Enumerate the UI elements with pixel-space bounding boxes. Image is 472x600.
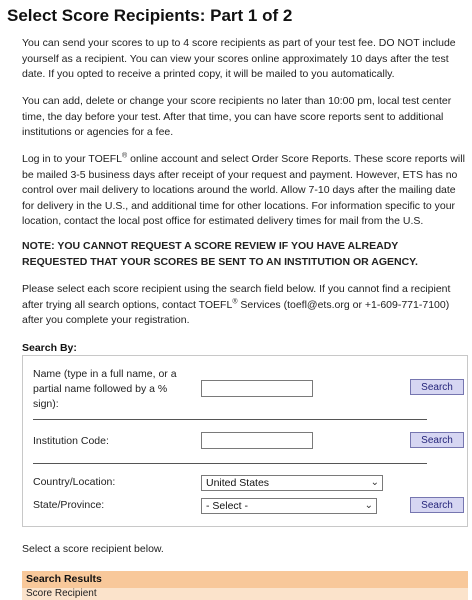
search-location-button[interactable]: Search (410, 497, 464, 513)
state-select-value: - Select - (206, 500, 249, 512)
score-review-note: NOTE: YOU CANNOT REQUEST A SCORE REVIEW IF YOU HAVE ALREADY REQUESTED THAT YOUR SCORES BE SENT TO AN INSTITUTION OR AGENCY. (22, 240, 418, 268)
search-by-heading: Search By: (22, 342, 77, 354)
paragraph-5-rest: Services (toefl@ets.org or +1-609-771-7100) after you complete your registration. (22, 298, 450, 326)
chevron-down-icon: ⌄ (370, 477, 379, 488)
country-label: Country/Location: (33, 476, 116, 488)
paragraph-5-start: Please select each score recipient using the search field below. If you cannot find a recipient after trying all search options, contact TOEFL (22, 283, 451, 311)
country-select[interactable] (201, 475, 383, 491)
separator (33, 463, 427, 464)
state-label: State/Province: (33, 499, 105, 511)
search-institution-button[interactable]: Search (410, 432, 464, 448)
score-recipient-column-header: Score Recipient (22, 588, 468, 600)
chevron-down-icon: ⌄ (364, 500, 373, 511)
info-paragraph-3 (22, 152, 466, 230)
paragraph-3-start: Log in to your TOEFL (22, 153, 123, 165)
search-results-header: Search Results (22, 571, 468, 588)
info-paragraph-2: You can add, delete or change your score recipients no later than 10:00 pm, local test center time, the day before your test. After that time, you can have score reports sent to additional institutions or agencies for a fee. (22, 95, 452, 138)
page-title: Select Score Recipients: Part 1 of 2 (7, 6, 293, 25)
info-paragraph-1: You can send your scores to up to 4 score recipients as part of your test fee. DO NOT include yourself as a recipient. You can view your scores online approximately 10 days after the test date. If you opted to receive a printed copy, it will be mailed to you automatically. (22, 37, 456, 80)
institution-code-label: Institution Code: (33, 435, 109, 447)
search-panel (22, 355, 468, 527)
paragraph-3-rest: online account and select Order Score Reports. These score reports will be mailed 3-5 business days after receipt of your request and payment. However, ETS has no control over mail delivery to locations around the world. Allow 7-10 days after the mailing date for delivery in the U.S., and additional time for other locations. For information specific to your location, contact the local post office for estimated delivery times for mail from the U.S. (22, 153, 465, 227)
registered-mark: ® (122, 152, 128, 160)
info-paragraph-5 (22, 282, 466, 329)
search-name-button[interactable]: Search (410, 379, 464, 395)
institution-code-input[interactable] (201, 432, 313, 449)
registered-mark: ® (232, 298, 238, 305)
state-select[interactable] (201, 498, 377, 514)
name-label: Name (type in a full name, or a partial name followed by a % sign): (33, 368, 177, 410)
separator (33, 419, 427, 420)
name-input[interactable] (201, 380, 313, 397)
country-select-value: United States (206, 477, 270, 489)
select-recipient-instruction: Select a score recipient below. (22, 543, 164, 555)
